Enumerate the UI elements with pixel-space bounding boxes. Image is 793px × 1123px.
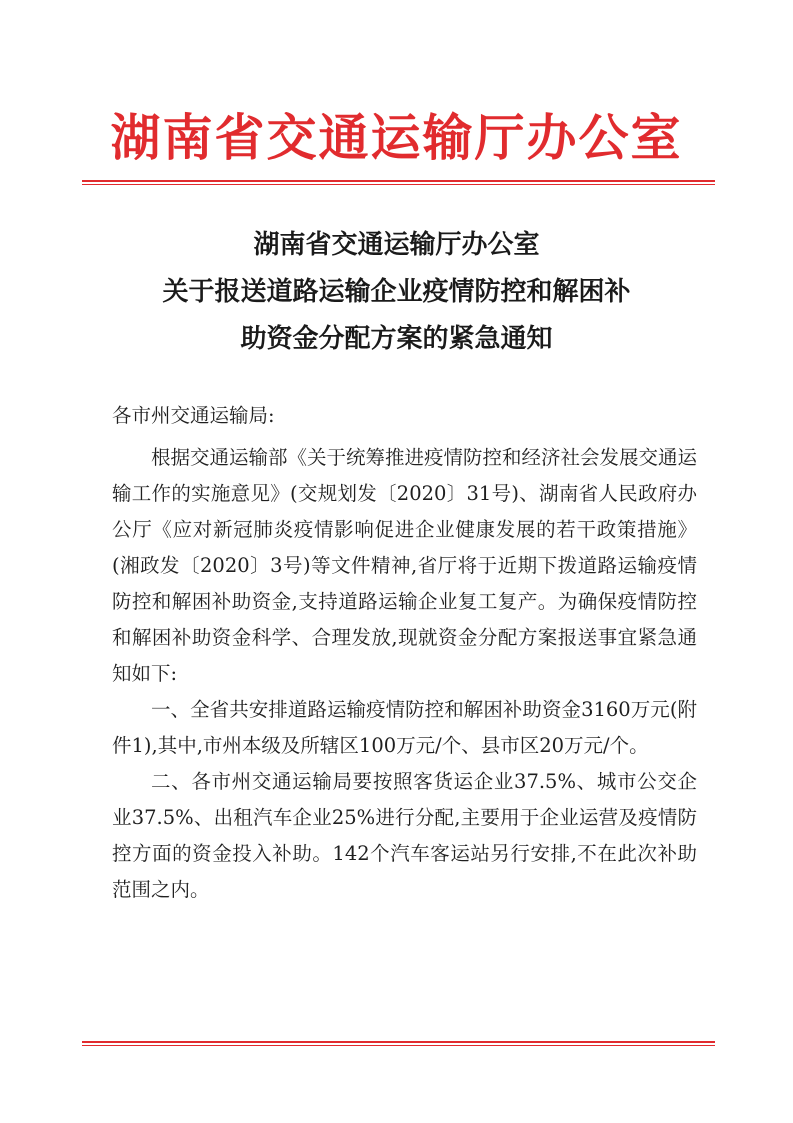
- paragraph-item-2: 二、各市州交通运输局要按照客货运企业37.5%、城市公交企业37.5%、出租汽车企业25%进行分配,主要用于企业运营及疫情防控方面的资金投入补助。142个汽车客运站另行安排,不在此次补助范围之内。: [112, 770, 697, 901]
- masthead: 湖南省交通运输厅办公室: [110, 108, 683, 167]
- footer-red-rule: [82, 1041, 715, 1046]
- document-title: [0, 222, 793, 363]
- title-line-2: 关于报送道路运输企业疫情防控和解困补: [162, 277, 631, 307]
- title-line-3: 助资金分配方案的紧急通知: [240, 324, 553, 354]
- paragraph-item-1: 一、全省共安排道路运输疫情防控和解困补助资金3160万元(附件1),其中,市州本级及所辖区100万元/个、县市区20万元/个。: [112, 698, 697, 757]
- masthead-red-rule: [82, 180, 715, 185]
- document-body: [112, 398, 697, 908]
- title-line-1: 湖南省交通运输厅办公室: [253, 230, 540, 260]
- salutation: 各市州交通运输局:: [112, 404, 275, 427]
- paragraph-intro: 根据交通运输部《关于统筹推进疫情防控和经济社会发展交通运输工作的实施意见》(交规划发〔2020〕31号)、湖南省人民政府办公厅《应对新冠肺炎疫情影响促进企业健康发展的若干政策措施》(湘政发〔2020〕3号)等文件精神,省厅将于近期下拨道路运输疫情防控和解困补助资金,支持道路运输企业复工复产。为确保疫情防控和解困补助资金科学、合理发放,现就资金分配方案报送事宜紧急通知如下:: [112, 446, 698, 685]
